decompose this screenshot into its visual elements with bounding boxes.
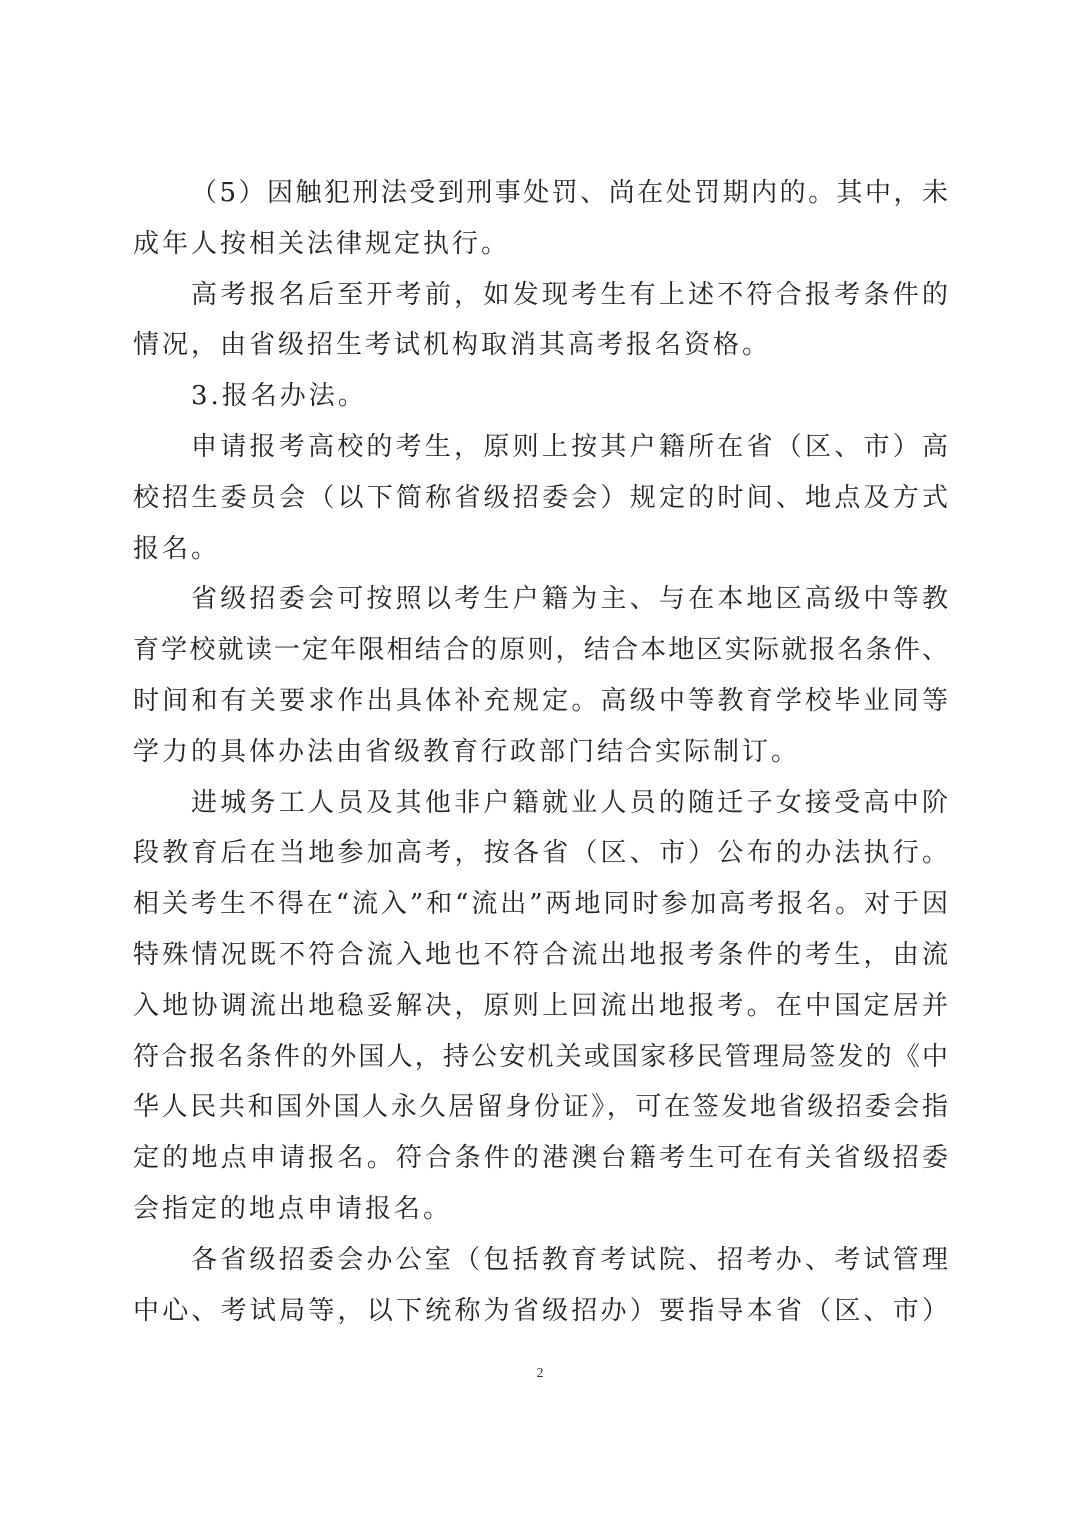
paragraph-line: 进城务工人员及其他非户籍就业人员的随迁子女接受高中阶: [191, 787, 948, 818]
paragraph-line: 相关考生不得在“流入”和“流出”两地同时参加高考报名。对于因: [133, 889, 948, 920]
paragraph-line: 报名。: [133, 533, 221, 564]
paragraph-line: 时间和有关要求作出具体补充规定。高级中等教育学校毕业同等: [133, 686, 948, 716]
paragraph-line: 中心、考试局等，以下统称为省级招办）要指导本省（区、市）: [133, 1295, 948, 1326]
paragraph-line: 学力的具体办法由省级教育行政部门结合实际制订。: [133, 736, 801, 767]
paragraph-line: 3.报名办法。: [191, 381, 367, 412]
paragraph-line: 符合报名条件的外国人，持公安机关或国家移民管理局签发的《中: [133, 1041, 948, 1072]
paragraph-line: 入地协调流出地稳妥解决，原则上回流出地报考。在中国定居并: [133, 990, 948, 1021]
paragraph-line: 定的地点申请报名。符合条件的港澳台籍考生可在有关省级招委: [133, 1143, 948, 1174]
paragraph-line: 各省级招委会办公室（包括教育考试院、招考办、考试管理: [191, 1244, 948, 1275]
paragraph-line: 校招生委员会（以下简称省级招委会）规定的时间、地点及方式: [133, 482, 948, 513]
paragraph-line: 育学校就读一定年限相结合的原则，结合本地区实际就报名条件、: [133, 635, 948, 666]
paragraph-line: 省级招委会可按照以考生户籍为主、与在本地区高级中等教: [191, 584, 948, 615]
paragraph-line: 华人民共和国外国人永久居留身份证》，可在签发地省级招委会指: [133, 1092, 948, 1123]
paragraph-line: 段教育后在当地参加高考，按各省（区、市）公布的办法执行。: [133, 838, 948, 869]
paragraph-line: 特殊情况既不符合流入地也不符合流出地报考条件的考生，由流: [133, 940, 948, 970]
paragraph-line: 情况，由省级招生考试机构取消其高考报名资格。: [133, 330, 772, 361]
paragraph-line: （5）因触犯刑法受到刑事处罚、尚在处罚期内的。其中，未: [191, 178, 948, 208]
paragraph-line: 高考报名后至开考前，如发现考生有上述不符合报考条件的: [191, 279, 948, 310]
paragraph-line: 申请报考高校的考生，原则上按其户籍所在省（区、市）高: [191, 432, 948, 462]
paragraph-line: 会指定的地点申请报名。: [133, 1194, 453, 1224]
paragraph-line: 成年人按相关法律规定执行。: [133, 228, 511, 259]
page-number: 2: [536, 1366, 544, 1381]
